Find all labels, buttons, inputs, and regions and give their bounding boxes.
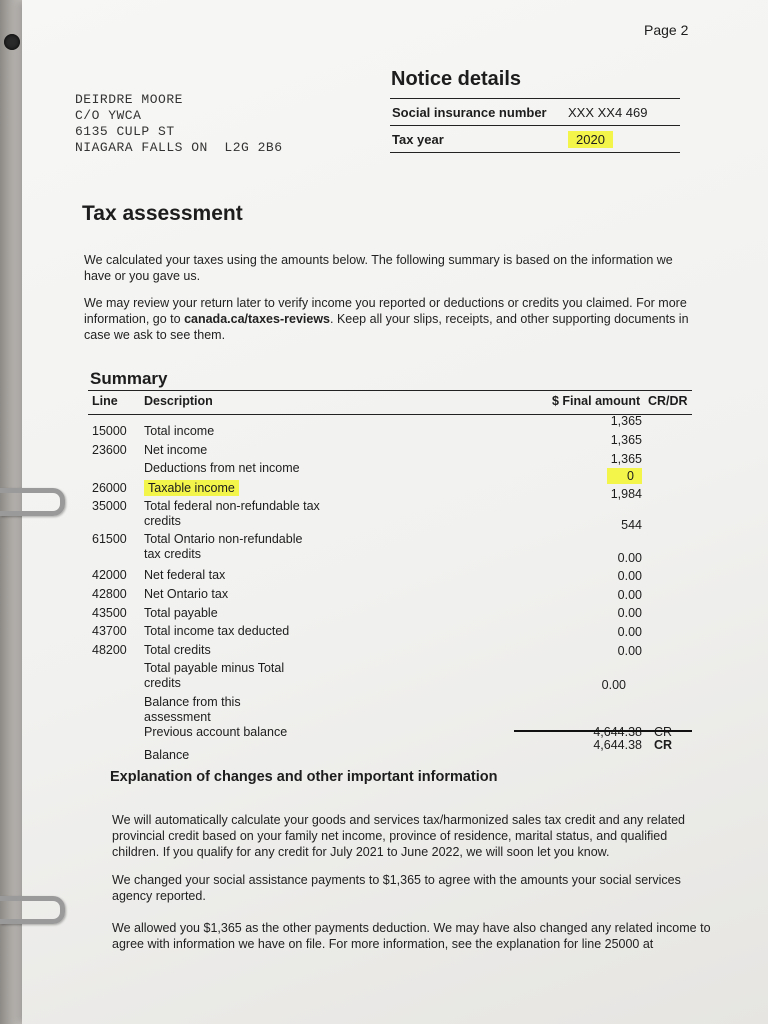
- col-crdr: CR/DR: [648, 394, 688, 408]
- summary-heading: Summary: [90, 369, 168, 388]
- row-description: Balance from this assessment: [144, 695, 241, 724]
- row-description: Total federal non-refundable tax credits: [144, 499, 320, 528]
- col-line: Line: [92, 394, 118, 408]
- row-crdr: CR: [654, 725, 673, 739]
- row-crdr: CR: [654, 738, 673, 752]
- amount-cell: 1,365: [610, 452, 642, 466]
- row-description: Deductions from net income: [144, 461, 300, 475]
- row-line: 15000: [92, 424, 127, 438]
- reviews-link[interactable]: canada.ca/taxes-reviews: [184, 312, 330, 326]
- amount-cell: 1,365: [610, 433, 642, 447]
- row-line: 48200: [92, 643, 127, 657]
- amount-value: 0: [607, 468, 642, 484]
- explanation-paragraph: We changed your social assistance payments to $1,365 to agree with the amounts your social services agency reported.: [112, 873, 681, 903]
- row-line: 26000: [92, 481, 127, 495]
- row-amount: 4,644.38: [593, 725, 642, 739]
- total-rule: [514, 730, 692, 732]
- row-line: 42800: [92, 587, 127, 601]
- row-description: Total income: [144, 424, 215, 438]
- col-description: Description: [144, 394, 213, 408]
- row-line: 35000: [92, 499, 127, 513]
- notice-details-title: Notice details: [391, 68, 522, 90]
- explanation-paragraph: We allowed you $1,365 as the other payments deduction. We may have also changed any related income to agree with information we have on file. For more information, see the explanation for line 25000 at: [112, 921, 711, 951]
- row-description: Total credits: [144, 643, 211, 657]
- row-amount: 4,644.38: [593, 738, 642, 752]
- address-line: C/O YWCA: [75, 108, 142, 123]
- sin-label: Social insurance number: [392, 104, 547, 120]
- amount-cell: 0.00: [617, 606, 642, 620]
- tax-year-label: Tax year: [392, 131, 444, 147]
- amount-cell: [532, 469, 642, 483]
- explanation-paragraph: We will automatically calculate your goods and services tax/harmonized sales tax credit and any related provincial credit based on your family net income, province of residence, marital status, and qualified children. If you qualify for any credit for July 2021 to June 2022, we will soon let you know.: [112, 813, 685, 859]
- tax-assessment-heading: Tax assessment: [82, 202, 243, 225]
- row-line: 43700: [92, 624, 127, 638]
- mailing-address: [75, 92, 283, 156]
- table-row: [92, 738, 692, 762]
- row-description: Total payable minus Total credits: [144, 661, 285, 690]
- row-description: Total income tax deducted: [144, 624, 290, 638]
- amount-cell: 1,984: [610, 487, 642, 501]
- binder-ring: [0, 896, 65, 924]
- address-line: DEIRDRE MOORE: [75, 92, 183, 107]
- punch-hole: [4, 34, 20, 50]
- tax-year-value: 2020: [568, 131, 613, 148]
- amount-cell: 0.00: [617, 588, 642, 602]
- review-text-end: . Keep all your slips, receipts, and other supporting documents in case we ask to see them.: [84, 312, 689, 342]
- sin-value: XXX XX4 469: [568, 104, 648, 120]
- row-description: Balance: [144, 748, 190, 762]
- address-line: 6135 CULP ST: [75, 124, 175, 139]
- review-paragraph: [84, 295, 694, 343]
- row-description-cell: [144, 481, 354, 496]
- review-text: We may review your return later to verify income you reported or deductions or credits you claimed. For more information, go to: [84, 296, 687, 326]
- assessment-paragraph: We calculated your taxes using the amounts below. The following summary is based on the information we have or you gave us.: [84, 253, 673, 283]
- notice-details-table: [390, 98, 680, 153]
- amount-cell: 544: [621, 518, 642, 532]
- row-description: Total payable: [144, 606, 218, 620]
- amount-cell: 0.00: [617, 569, 642, 583]
- table-row: [92, 695, 692, 729]
- row-description: Net federal tax: [144, 568, 226, 582]
- sin-row: [390, 98, 680, 125]
- row-line: 61500: [92, 532, 127, 546]
- row-description: Taxable income: [144, 480, 239, 496]
- row-description: Total Ontario non-refundable tax credits: [144, 532, 303, 561]
- amount-cell: 0.00: [617, 625, 642, 639]
- row-description: Net income: [144, 443, 208, 457]
- summary-top-rule: [88, 390, 692, 391]
- col-amount: $ Final amount: [552, 394, 641, 408]
- row-description: Previous account balance: [144, 725, 288, 739]
- amount-cell: 0.00: [617, 551, 642, 565]
- row-line: 42000: [92, 568, 127, 582]
- binder-ring: [0, 488, 65, 516]
- amount-cell: 0.00: [617, 644, 642, 658]
- amount-cell: 1,365: [610, 414, 642, 428]
- page-number: Page 2: [644, 22, 689, 38]
- row-line: 43500: [92, 606, 127, 620]
- tax-year-cell: [568, 132, 678, 147]
- amount-cell: 0.00: [601, 678, 626, 692]
- row-line: 23600: [92, 443, 127, 457]
- address-line: NIAGARA FALLS ON L2G 2B6: [75, 140, 283, 155]
- row-description: Net Ontario tax: [144, 587, 229, 601]
- explanation-heading: Explanation of changes and other important information: [110, 769, 498, 785]
- tax-year-row: [390, 125, 680, 153]
